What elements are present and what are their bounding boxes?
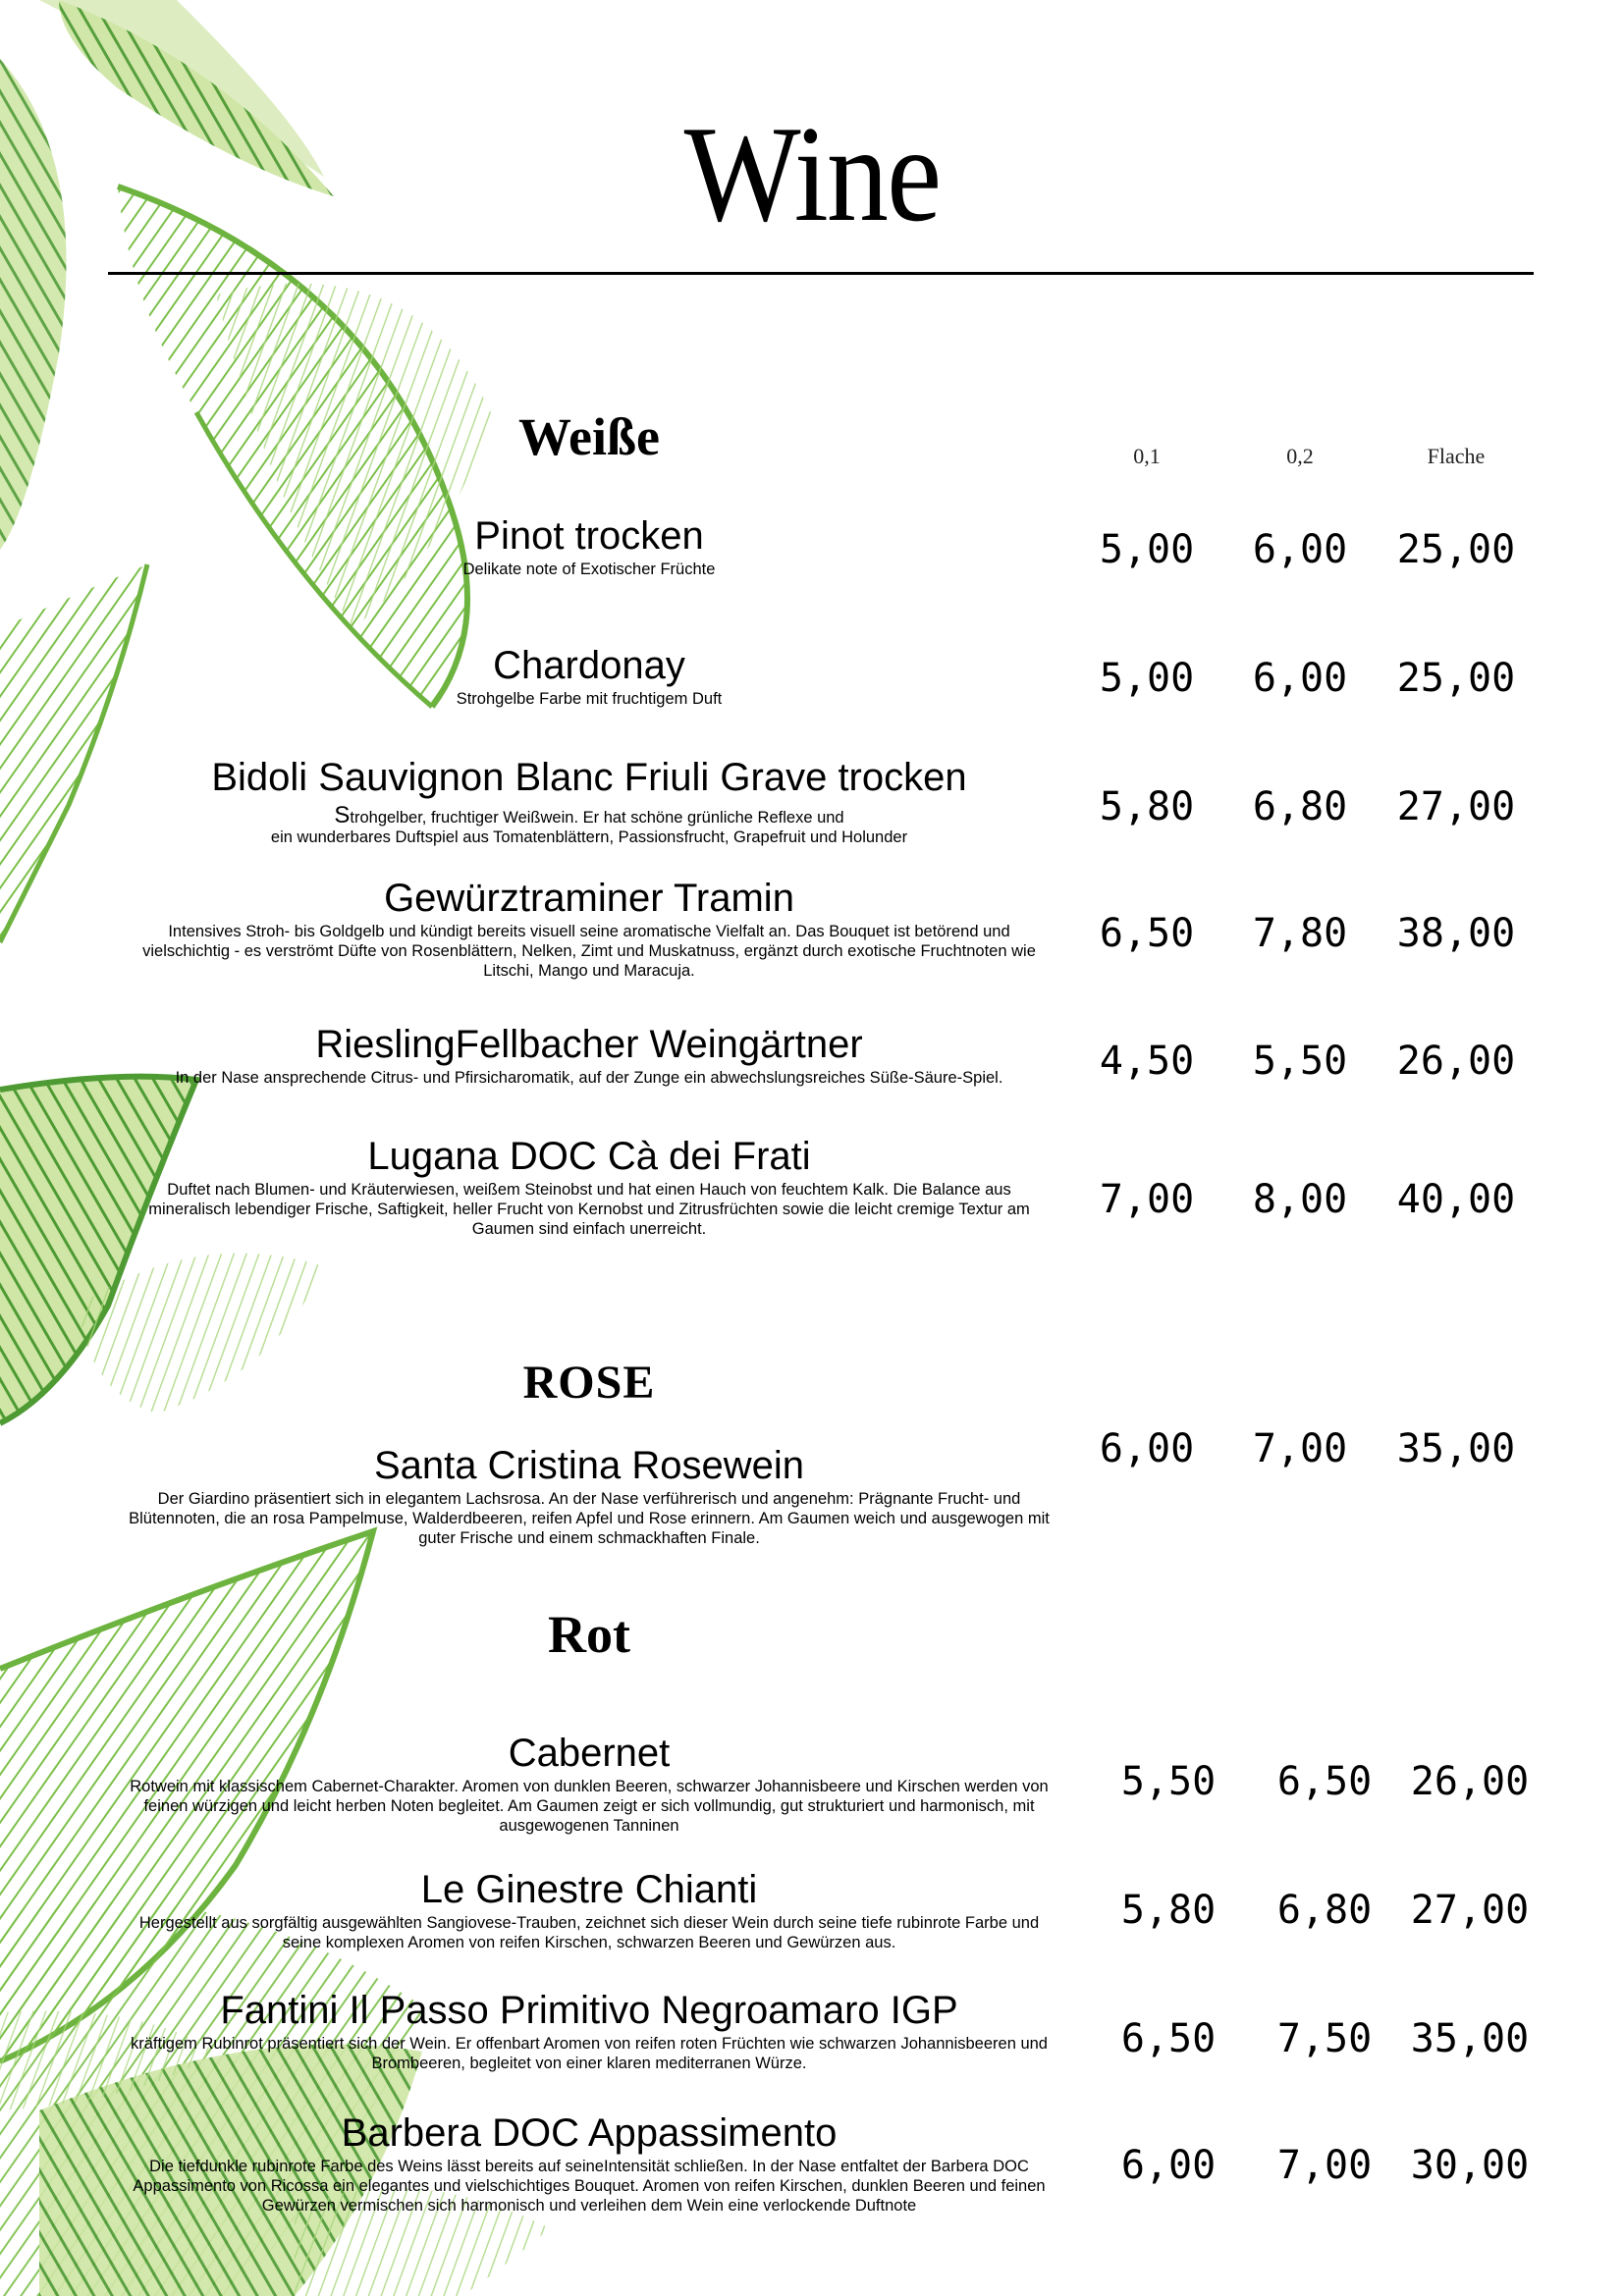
menu-item-chardonay <box>98 643 1080 709</box>
price-glass-small: 5,00 <box>1099 656 1195 701</box>
menu-item-bidoli <box>98 755 1080 847</box>
menu-item-santa-cristina <box>98 1443 1080 1548</box>
price-glass-small: 6,50 <box>1120 2016 1217 2061</box>
menu-item-lugana <box>98 1134 1080 1239</box>
section-title-rose: ROSE <box>522 1357 656 1409</box>
price-glass-large: 6,80 <box>1276 1888 1373 1933</box>
price-bottle: 26,00 <box>1410 1759 1530 1804</box>
price-glass-large: 7,00 <box>1276 2143 1373 2188</box>
price-glass-small: 6,00 <box>1120 2143 1217 2188</box>
wine-description: kräftigem Rubinrot präsentiert sich der Wein. Er offenbart Aromen von reifen roten Früchten wie schwarzen Johannisbeeren und Brombeeren, begleitet von einer klaren mediterranen Würze. <box>131 2035 1048 2072</box>
wine-name: Cabernet <box>508 1732 671 1775</box>
wine-description: In der Nase ansprechende Citrus- und Pfirsicharomatik, auf der Zunge ein abwechslungsreiches Süße-Säure-Spiel. <box>175 1069 1003 1087</box>
wine-description: Der Giardino präsentiert sich in elegantem Lachsrosa. An der Nase verführerisch und angenehm: Prägnante Frucht- und Blütennoten, die an rosa Pampelmuse, Walderdbeeren, reifen Apfel und Rose erinnern. Am Gaumen weich und ausgewogen mit guter Frische und einem schmackhaften Finale. <box>129 1490 1050 1547</box>
price-glass-large: 6,00 <box>1252 527 1348 572</box>
wine-description: Strohgelbe Farbe mit fruchtigem Duft <box>456 690 723 708</box>
wine-description: Intensives Stroh- bis Goldgelb und kündigt bereits visuell seine aromatische Vielfalt an. Das Bouquet ist betörend und vielschichtig - es verströmt Düfte von Rosenblättern, Nelken, Zimt und Muskatnuss, ergänzt durch exotische Fruchtnoten wie Litschi, Mango und Maracuja. <box>142 923 1036 980</box>
title-divider <box>108 272 1534 275</box>
price-bottle: 25,00 <box>1396 656 1516 701</box>
price-glass-small: 7,00 <box>1099 1177 1195 1222</box>
column-header-0-1: 0,1 <box>1133 444 1161 468</box>
column-header-bottle: Flache <box>1427 444 1486 468</box>
wine-name: Chardonay <box>493 644 685 687</box>
price-glass-small: 6,00 <box>1099 1426 1195 1471</box>
wine-name: Bidoli Sauvignon Blanc Friuli Grave trocken <box>211 756 967 799</box>
menu-item-cabernet <box>98 1731 1080 1836</box>
wine-description: Rotwein mit klassischem Cabernet-Charakter. Aromen von dunklen Beeren, schwarzer Johannisbeere und Kirschen werden von feinen würzigen und leicht herben Noten begleitet. Am Gaumen zeigt er sich vollmundig, gut strukturiert und harmonisch, mit ausgewogenen Tanninen <box>130 1778 1049 1835</box>
price-glass-small: 5,00 <box>1099 527 1195 572</box>
price-glass-large: 7,00 <box>1252 1426 1348 1471</box>
price-glass-small: 5,80 <box>1120 1888 1217 1933</box>
menu-item-barbera <box>98 2110 1080 2216</box>
wine-description: Die tiefdunkle rubinrote Farbe des Weins lässt bereits auf seineIntensität schließen. In der Nase entfaltet der Barbera DOC Appassimento von Ricossa ein elegantes und vielschichtiges Bouquet. Aromen von reifen Kirschen, dunklen Beeren und feinen Gewürzen vermischen sich harmonisch und verleihen dem Wein eine verlockende Duftnote <box>133 2158 1046 2215</box>
price-bottle: 35,00 <box>1396 1426 1516 1471</box>
wine-name: Pinot trocken <box>474 514 704 558</box>
price-glass-small: 4,50 <box>1099 1039 1195 1084</box>
price-bottle: 35,00 <box>1410 2016 1530 2061</box>
wine-description: Duftet nach Blumen- und Kräuterwiesen, weißem Steinobst und hat einen Hauch von feuchtem Kalk. Die Balance aus mineralisch lebendiger Frische, Saftigkeit, heller Frucht von Kernobst und Zitrusfrüchten sowie die leicht cremige Textur am Gaumen sind einfach unerreicht. <box>148 1181 1030 1238</box>
price-glass-large: 7,50 <box>1276 2016 1373 2061</box>
price-glass-small: 5,80 <box>1099 784 1195 829</box>
price-bottle: 38,00 <box>1396 911 1516 956</box>
wine-name: RieslingFellbacher Weingärtner <box>315 1023 863 1066</box>
column-header-0-2: 0,2 <box>1286 444 1314 468</box>
price-glass-large: 7,80 <box>1252 911 1348 956</box>
price-bottle: 26,00 <box>1396 1039 1516 1084</box>
menu-item-fantini <box>98 1988 1080 2073</box>
wine-name: Barbera DOC Appassimento <box>341 2111 838 2155</box>
wine-name: Gewürztraminer Tramin <box>384 877 794 920</box>
wine-name: Santa Cristina Rosewein <box>374 1444 804 1487</box>
price-glass-large: 6,50 <box>1276 1759 1373 1804</box>
wine-description: Strohgelber, fruchtiger Weißwein. Er hat schöne grünliche Reflexe und ein wunderbares Duftspiel aus Tomatenblättern, Passionsfrucht, Grapefruit und Holunder <box>270 802 908 846</box>
wine-description: Delikate note of Exotischer Früchte <box>462 561 716 578</box>
menu-item-pinot <box>98 513 1080 579</box>
price-glass-large: 6,80 <box>1252 784 1348 829</box>
price-glass-large: 8,00 <box>1252 1177 1348 1222</box>
wine-description: Hergestellt aus sorgfältig ausgewählten Sangiovese-Trauben, zeichnet sich dieser Wein durch seine tiefe rubinrote Farbe und seine komplexen Aromen von reifen Kirschen, schwarzen Beeren und Gewürzen aus. <box>138 1914 1040 1951</box>
section-title-red: Rot <box>548 1605 630 1664</box>
page-title: Wine <box>683 98 941 250</box>
price-bottle: 27,00 <box>1396 784 1516 829</box>
price-bottle: 25,00 <box>1396 527 1516 572</box>
price-bottle: 27,00 <box>1410 1888 1530 1933</box>
wine-name: Lugana DOC Cà dei Frati <box>367 1135 811 1178</box>
price-bottle: 40,00 <box>1396 1177 1516 1222</box>
price-glass-small: 5,50 <box>1120 1759 1217 1804</box>
menu-item-riesling <box>98 1022 1080 1088</box>
wine-name: Fantini Il Passo Primitivo Negroamaro IGP <box>220 1989 958 2032</box>
price-glass-large: 5,50 <box>1252 1039 1348 1084</box>
wine-name: Le Ginestre Chianti <box>420 1868 758 1911</box>
price-glass-small: 6,50 <box>1099 911 1195 956</box>
price-glass-large: 6,00 <box>1252 656 1348 701</box>
menu-item-le-ginestre <box>98 1867 1080 1952</box>
price-bottle: 30,00 <box>1410 2143 1530 2188</box>
menu-item-gewuerztraminer <box>98 876 1080 981</box>
section-title-white: Weiße <box>518 407 660 466</box>
